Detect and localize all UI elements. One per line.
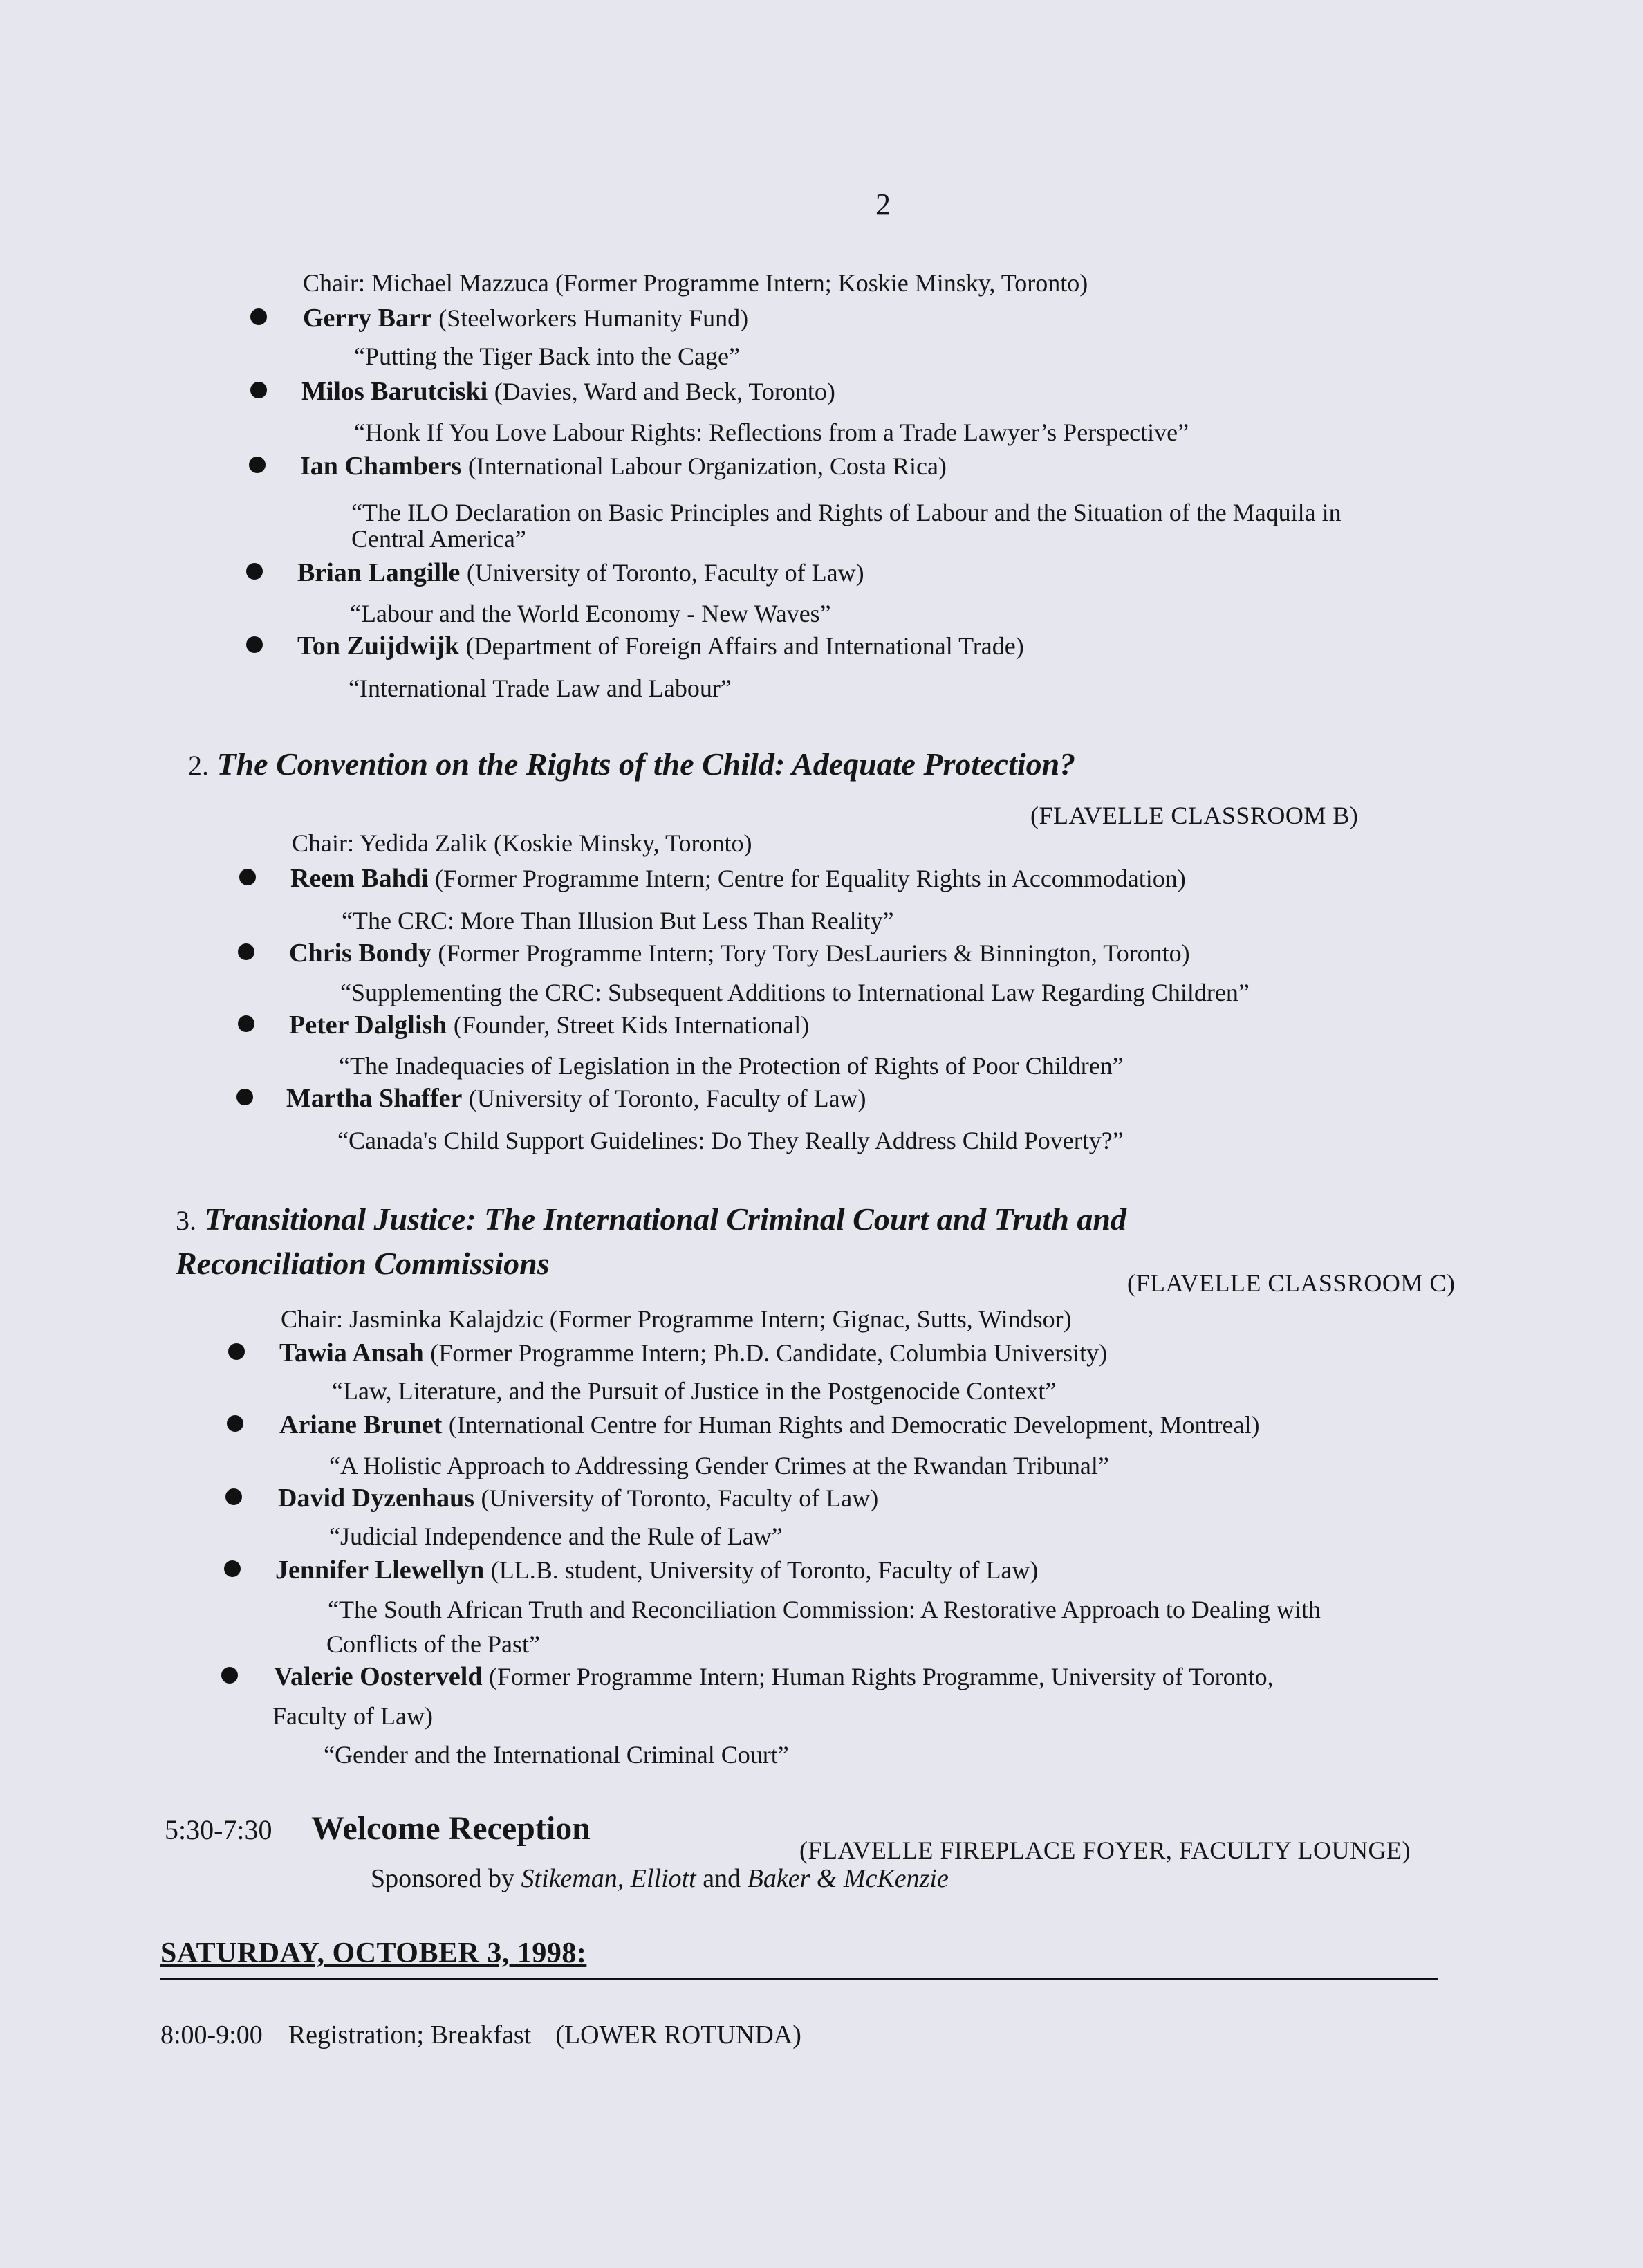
saturday-heading: SATURDAY, OCTOBER 3, 1998: (160, 1937, 587, 1969)
schedule-event: Registration; Breakfast (288, 2020, 532, 2049)
speaker-entry (274, 1661, 1274, 1692)
talk-title: “A Holistic Approach to Addressing Gender Crimes at the Rwandan Tribunal” (329, 1452, 1109, 1479)
speaker-affiliation: (Founder, Street Kids International) (453, 1011, 810, 1039)
workshop-number: 2. (188, 750, 209, 781)
talk-title: “The ILO Declaration on Basic Principles and Rights of Labour and the Situation of the Maquila in (351, 499, 1342, 526)
reception-time: 5:30-7:30 (165, 1814, 272, 1845)
speaker-entry (286, 1083, 866, 1114)
speaker-affiliation: (University of Toronto, Faculty of Law) (468, 1085, 866, 1112)
workshop-title: The Convention on the Rights of the Child: Adequate Protection? (216, 746, 1076, 782)
speaker-entry (303, 303, 748, 333)
talk-title: “Labour and the World Economy - New Waves” (350, 600, 831, 627)
speaker-name: Martha Shaffer (286, 1084, 463, 1113)
heading-rule (160, 1978, 1438, 1980)
speaker-name: Jennifer Llewellyn (275, 1556, 485, 1585)
bullet-icon (250, 382, 267, 398)
speaker-affiliation: (Former Programme Intern; Tory Tory DesLauriers & Binnington, Toronto) (438, 939, 1190, 967)
workshop2-chair: Chair: Yedida Zalik (Koskie Minsky, Toronto) (292, 829, 752, 857)
speaker-name: Peter Dalglish (289, 1011, 447, 1040)
bullet-icon (225, 1488, 242, 1505)
speaker-affiliation: (Former Programme Intern; Human Rights Programme, University of Toronto, (488, 1663, 1274, 1690)
reception-title: Welcome Reception (311, 1810, 591, 1847)
speaker-affiliation: (Steelworkers Humanity Fund) (438, 304, 749, 332)
schedule-room: (LOWER ROTUNDA) (555, 2020, 801, 2049)
speaker-affiliation: (International Centre for Human Rights and Democratic Development, Montreal) (448, 1411, 1260, 1439)
talk-title: “Judicial Independence and the Rule of Law” (329, 1522, 783, 1550)
speaker-entry (290, 863, 1186, 894)
speaker-name: Ian Chambers (300, 452, 462, 481)
saturday-schedule-row (160, 2020, 801, 2050)
schedule-time: 8:00-9:00 (160, 2020, 263, 2049)
speaker-affiliation: (Department of Foreign Affairs and International Trade) (465, 632, 1024, 660)
speaker-affiliation: (International Labour Organization, Costa Rica) (467, 452, 947, 480)
bullet-icon (246, 563, 263, 580)
bullet-icon (224, 1560, 241, 1577)
sponsor-name: Baker & McKenzie (747, 1864, 949, 1893)
page-number: 2 (875, 187, 891, 221)
bullet-icon (250, 308, 267, 325)
speaker-name: Valerie Oosterveld (274, 1662, 483, 1691)
speaker-entry (275, 1555, 1038, 1585)
speaker-affiliation: (Former Programme Intern; Centre for Equality Rights in Accommodation) (435, 865, 1186, 892)
bullet-icon (238, 1015, 254, 1032)
speaker-name: Brian Langille (297, 558, 461, 587)
speaker-affiliation: (Davies, Ward and Beck, Toronto) (494, 378, 835, 405)
speaker-name: Reem Bahdi (290, 864, 429, 893)
speaker-name: Milos Barutciski (301, 377, 488, 406)
workshop3-heading (176, 1201, 1126, 1237)
talk-title: “Gender and the International Criminal Court” (324, 1741, 789, 1769)
talk-title: “The CRC: More Than Illusion But Less Than Reality” (342, 907, 894, 934)
workshop3-room: (FLAVELLE CLASSROOM C) (1127, 1269, 1456, 1297)
workshop3-chair: Chair: Jasminka Kalajdzic (Former Programme Intern; Gignac, Sutts, Windsor) (281, 1305, 1072, 1333)
speaker-affiliation: (LL.B. student, University of Toronto, Faculty of Law) (490, 1556, 1039, 1584)
talk-title-cont: Conflicts of the Past” (326, 1630, 540, 1658)
speaker-entry (297, 557, 864, 588)
speaker-entry (297, 631, 1024, 661)
speaker-affiliation: (Former Programme Intern; Ph.D. Candidate, Columbia University) (430, 1339, 1108, 1367)
speaker-entry (279, 1410, 1260, 1440)
bullet-icon (239, 869, 256, 885)
speaker-entry (279, 1338, 1107, 1368)
workshop2-heading (188, 746, 1075, 782)
talk-title: “Supplementing the CRC: Subsequent Additions to International Law Regarding Children” (340, 979, 1250, 1006)
speaker-name: Ton Zuijdwijk (297, 631, 460, 661)
speaker-entry (289, 1010, 809, 1040)
speaker-affiliation-cont: Faculty of Law) (272, 1702, 433, 1730)
talk-title: “Canada's Child Support Guidelines: Do They Really Address Child Poverty?” (337, 1127, 1124, 1154)
bullet-icon (221, 1667, 238, 1684)
speaker-name: Gerry Barr (303, 304, 432, 333)
workshop-title: Transitional Justice: The International Criminal Court and Truth and (204, 1201, 1127, 1237)
talk-title: “International Trade Law and Labour” (349, 674, 732, 702)
sponsor-name: Stikeman, Elliott (521, 1864, 696, 1893)
workshop3-title-cont: Reconciliation Commissions (176, 1246, 550, 1281)
speaker-entry (300, 451, 947, 481)
talk-title: “Law, Literature, and the Pursuit of Justice in the Postgenocide Context” (332, 1377, 1057, 1405)
workshop2-room: (FLAVELLE CLASSROOM B) (1030, 802, 1359, 829)
talk-title: “The Inadequacies of Legislation in the Protection of Rights of Poor Children” (339, 1052, 1124, 1080)
bullet-icon (236, 1089, 253, 1105)
sponsor-prefix: Sponsored by (371, 1864, 514, 1893)
bullet-icon (238, 943, 254, 960)
speaker-affiliation: (University of Toronto, Faculty of Law) (481, 1484, 879, 1512)
bullet-icon (249, 457, 266, 473)
workshop1-chair: Chair: Michael Mazzuca (Former Programme Intern; Koskie Minsky, Toronto) (303, 269, 1088, 297)
speaker-entry (289, 938, 1190, 968)
bullet-icon (228, 1343, 245, 1360)
reception-sponsors (371, 1863, 949, 1894)
speaker-entry (301, 376, 835, 407)
speaker-entry (278, 1483, 878, 1513)
speaker-affiliation: (University of Toronto, Faculty of Law) (466, 559, 864, 587)
speaker-name: Tawia Ansah (279, 1338, 424, 1367)
bullet-icon (246, 636, 263, 653)
talk-title: “Putting the Tiger Back into the Cage” (354, 342, 740, 370)
talk-title: “Honk If You Love Labour Rights: Reflections from a Trade Lawyer’s Perspective” (354, 418, 1189, 446)
speaker-name: Ariane Brunet (279, 1410, 443, 1439)
workshop-number: 3. (176, 1205, 196, 1236)
speaker-name: Chris Bondy (289, 939, 431, 968)
reception-room: (FLAVELLE FIREPLACE FOYER, FACULTY LOUNGE) (799, 1836, 1411, 1864)
talk-title-cont: Central America” (351, 525, 526, 553)
sponsor-and: and (703, 1864, 741, 1893)
speaker-name: David Dyzenhaus (278, 1484, 474, 1513)
bullet-icon (227, 1415, 243, 1432)
talk-title: “The South African Truth and Reconciliation Commission: A Restorative Approach to Dealing with (328, 1596, 1321, 1623)
